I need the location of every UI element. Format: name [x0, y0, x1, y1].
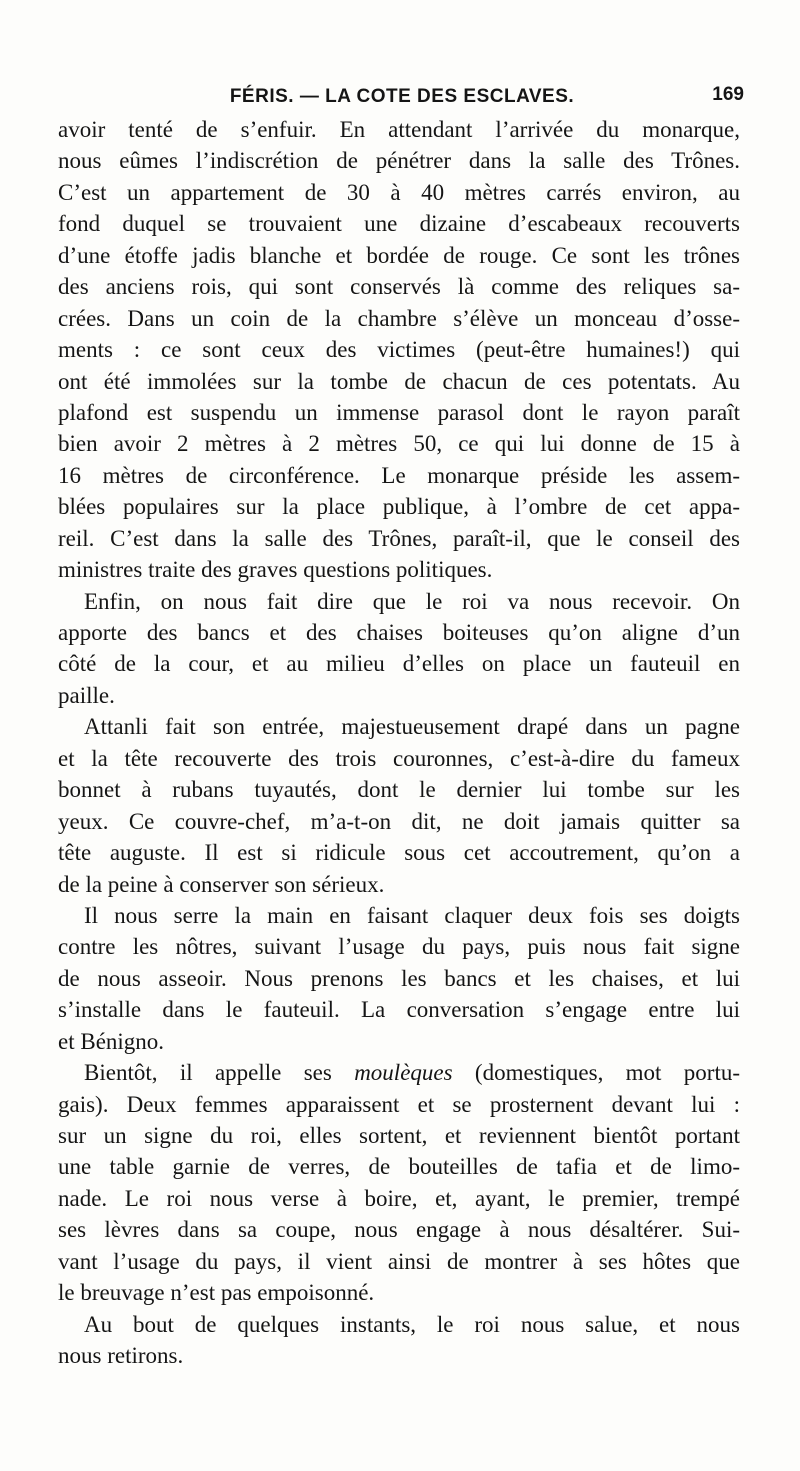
text-line: reil. C’est dans la salle des Trônes, paraît-il, que le conseil des: [58, 525, 740, 551]
body-text: [58, 114, 740, 1372]
text-line: et la tête recouverte des trois couronnes, c’est-à-dire du fameux: [58, 745, 740, 771]
text-line: et Bénigno.: [58, 1028, 165, 1054]
italic-term: moulèques: [354, 1060, 453, 1086]
running-head: [56, 82, 748, 112]
paragraph-start-line: [58, 1057, 740, 1088]
page-number: 169: [712, 84, 744, 105]
text-line: bonnet à rubans tuyautés, dont le dernier lui tombe sur les: [58, 777, 740, 803]
text-line: ses lèvres dans sa coupe, nous engage à nous désaltérer. Sui-: [58, 1217, 740, 1243]
text-line: des anciens rois, qui sont conservés là comme des reliques sa-: [58, 274, 740, 300]
text-line: plafond est suspendu un immense parasol dont le rayon paraît: [58, 399, 740, 425]
text-line: yeux. Ce couvre-chef, m’a-t-on dit, ne doit jamais quitter sa: [58, 808, 740, 834]
text-fragment: (domestiques, mot portu-: [452, 1060, 740, 1086]
text-line: vant l’usage du pays, il vient ainsi de montrer à ses hôtes que: [58, 1248, 740, 1274]
text-line: ments : ce sont ceux des victimes (peut-être humaines!) qui: [58, 337, 740, 363]
text-line: nous eûmes l’indiscrétion de pénétrer dans la salle des Trônes.: [58, 148, 740, 174]
running-title: FÉRIS. — LA COTE DES ESCLAVES.: [229, 86, 575, 107]
text-line: contre les nôtres, suivant l’usage du pays, puis nous fait signe: [58, 934, 740, 960]
text-line: crées. Dans un coin de la chambre s’élève un monceau d’osse-: [58, 305, 740, 331]
text-line: ont été immolées sur la tombe de chacun de ces potentats. Au: [58, 368, 740, 394]
text-fragment: Bientôt, il appelle ses: [84, 1060, 355, 1086]
paragraph-start-line: Attanli fait son entrée, majestueusement drapé dans un pagne: [84, 714, 740, 740]
text-line: fond duquel se trouvaient une dizaine d’escabeaux recouverts: [58, 211, 740, 237]
text-line: bien avoir 2 mètres à 2 mètres 50, ce qui lui donne de 15 à: [58, 431, 740, 457]
text-line: côté de la cour, et au milieu d’elles on place un fauteuil en: [58, 651, 740, 677]
text-line: 16 mètres de circonférence. Le monarque préside les assem-: [58, 462, 740, 488]
text-line: gais). Deux femmes apparaissent et se prosternent devant lui :: [58, 1091, 740, 1117]
paragraph-start-line: Enfin, on nous fait dire que le roi va nous recevoir. On: [84, 588, 740, 614]
paragraph-start-line: Au bout de quelques instants, le roi nous salue, et nous: [84, 1311, 740, 1337]
text-line: nous retirons.: [58, 1343, 184, 1369]
text-line: s’installe dans le fauteuil. La conversation s’engage entre lui: [58, 997, 740, 1023]
text-line: de nous asseoir. Nous prenons les bancs et les chaises, et lui: [58, 965, 740, 991]
text-line: ministres traite des graves questions politiques.: [58, 557, 493, 583]
text-line: le breuvage n’est pas empoisonné.: [58, 1280, 375, 1306]
text-line: C’est un appartement de 30 à 40 mètres carrés environ, au: [58, 179, 740, 205]
text-line: de la peine à conserver son sérieux.: [58, 871, 385, 897]
text-line: nade. Le roi nous verse à boire, et, ayant, le premier, trempé: [58, 1185, 740, 1211]
text-line: sur un signe du roi, elles sortent, et reviennent bientôt portant: [58, 1123, 740, 1148]
text-line: blées populaires sur la place publique, à l’ombre de cet appa-: [58, 494, 740, 520]
text-line: d’une étoffe jadis blanche et bordée de rouge. Ce sont les trônes: [58, 242, 740, 268]
paragraph-start-line: Il nous serre la main en faisant claquer deux fois ses doigts: [84, 902, 740, 928]
text-line: une table garnie de verres, de bouteilles de tafia et de limo-: [58, 1154, 740, 1180]
text-line: apporte des bancs et des chaises boiteuses qu’on aligne d’un: [58, 620, 740, 645]
text-line: paille.: [58, 682, 115, 708]
text-line: avoir tenté de s’enfuir. En attendant l’arrivée du monarque,: [58, 117, 740, 142]
text-line: tête auguste. Il est si ridicule sous cet accoutrement, qu’on a: [58, 840, 740, 866]
